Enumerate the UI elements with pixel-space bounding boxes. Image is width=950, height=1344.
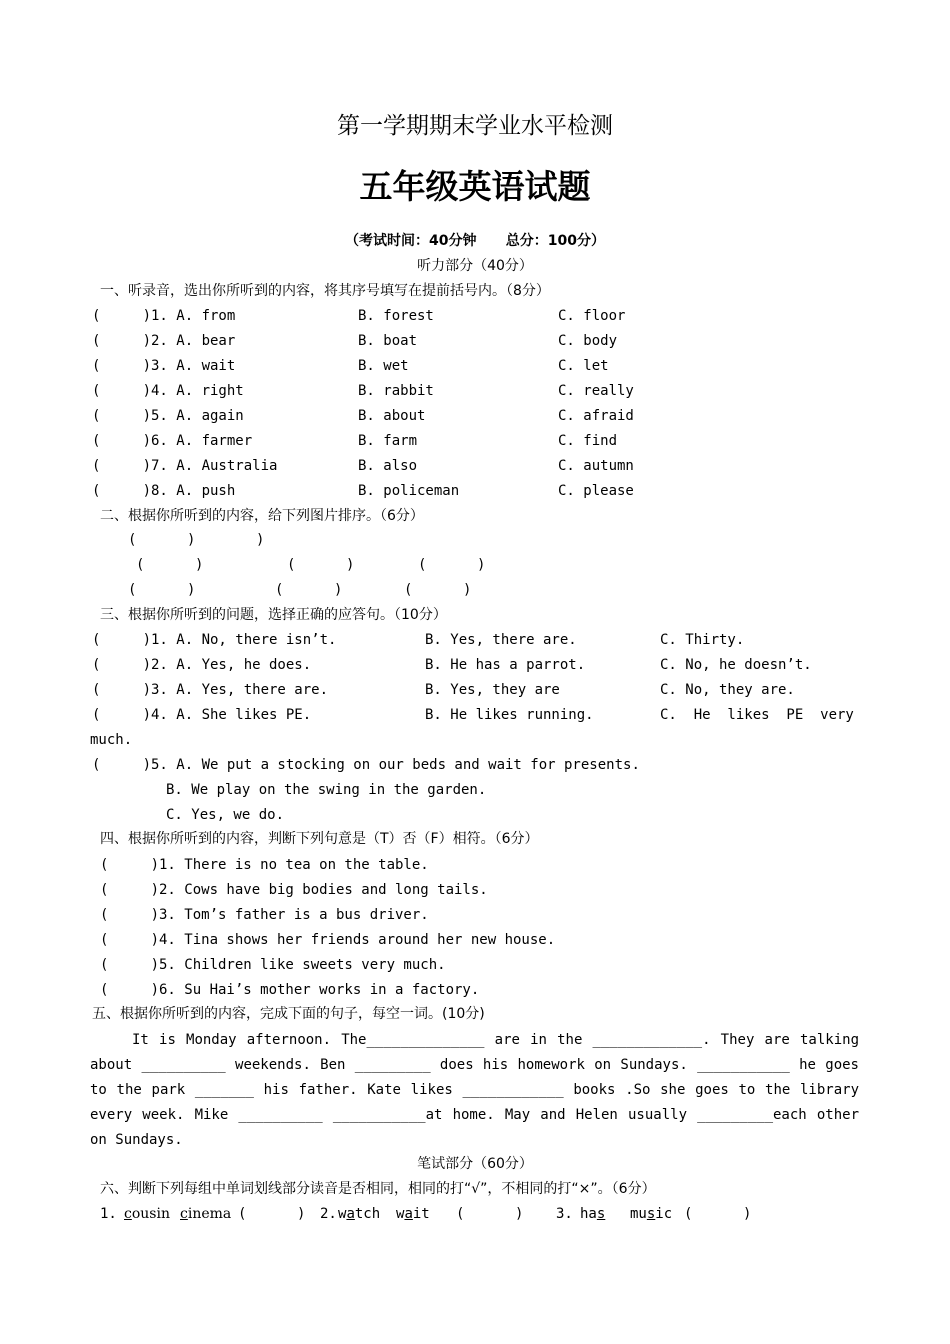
picture-order-bracket: ( ) xyxy=(418,557,486,573)
s1-item-b: B. boat xyxy=(358,333,418,349)
s3-item4-continuation: much. xyxy=(90,732,133,748)
q1-word-cousin: cousin xyxy=(124,1206,170,1222)
picture-order-bracket: ( ) xyxy=(128,532,196,548)
s3-item-a: ( )3. A. Yes, there are. xyxy=(92,682,329,698)
s1-item-c: C. find xyxy=(558,433,618,449)
picture-order-bracket: ( ) xyxy=(404,582,472,598)
s1-item-b: B. policeman xyxy=(358,483,460,499)
s4-item: ( )6. Su Hai’s mother works in a factory. xyxy=(100,982,480,998)
s4-item: ( )4. Tina shows her friends around her new house. xyxy=(100,932,556,948)
s1-item-a: ( )8. A. push xyxy=(92,483,236,499)
listening-part-heading: 听力部分（40分） xyxy=(417,258,533,274)
section2-heading: 二、根据你所听到的内容，给下列图片排序。（6分） xyxy=(100,508,424,524)
s3-item-a: ( )2. A. Yes, he does. xyxy=(92,657,312,673)
s3-item-b: B. Yes, they are xyxy=(425,682,560,698)
picture-order-bracket: ( ) xyxy=(275,582,343,598)
s1-item-a: ( )1. A. from xyxy=(92,308,236,324)
s3-item5-a: ( )5. A. We put a stocking on our beds and wait for presents. xyxy=(92,757,640,773)
picture-order-bracket: ( ) xyxy=(128,582,196,598)
s1-item-b: B. also xyxy=(358,458,418,474)
q3-answer-bracket: ( ) xyxy=(684,1206,752,1222)
s1-item-a: ( )3. A. wait xyxy=(92,358,236,374)
s3-item-b: B. He has a parrot. xyxy=(425,657,586,673)
picture-order-bracket: ( ) xyxy=(136,557,204,573)
q1-word-cinema: cinema xyxy=(180,1206,232,1222)
s1-item-c: C. floor xyxy=(558,308,626,324)
s1-item-a: ( )7. A. Australia xyxy=(92,458,278,474)
written-part-heading: 笔试部分（60分） xyxy=(417,1156,533,1172)
q2-word-wait: wait xyxy=(396,1206,430,1222)
s3-item-c: C. No, he doesn’t. xyxy=(660,657,812,673)
s3-item-b: B. Yes, there are. xyxy=(425,632,577,648)
s3-item5-c: C. Yes, we do. xyxy=(166,807,285,823)
section3-heading: 三、根据你所听到的问题，选择正确的应答句。（10分） xyxy=(100,607,447,623)
s4-item: ( )1. There is no tea on the table. xyxy=(100,857,429,873)
s1-item-c: C. really xyxy=(558,383,634,399)
q2-word-watch: watch xyxy=(338,1206,381,1222)
s1-item-b: B. farm xyxy=(358,433,418,449)
q2-answer-bracket: ( ) xyxy=(456,1206,524,1222)
q3-number: 3. xyxy=(556,1206,573,1222)
passage-line: to the park _______ his father. Kate likes ____________ books .So she goes to the library xyxy=(90,1082,859,1098)
picture-order-bracket: ) xyxy=(256,532,265,548)
s1-item-c: C. afraid xyxy=(558,408,634,424)
s3-item-a: ( )1. A. No, there isn’t. xyxy=(92,632,337,648)
s1-item-b: B. forest xyxy=(358,308,434,324)
s1-item-a: ( )4. A. right xyxy=(92,383,244,399)
s1-item-c: C. autumn xyxy=(558,458,634,474)
s3-item-c: C. He likes PE very xyxy=(660,707,854,723)
exam-info: （考试时间：40分钟 总分：100分） xyxy=(345,233,605,249)
s1-item-c: C. body xyxy=(558,333,618,349)
s1-item-b: B. rabbit xyxy=(358,383,434,399)
s1-item-b: B. wet xyxy=(358,358,409,374)
q3-word-has: has xyxy=(580,1206,606,1222)
section5-heading: 五、根据你所听到的内容，完成下面的句子，每空一词。(10分) xyxy=(92,1006,485,1022)
s4-item: ( )3. Tom’s father is a bus driver. xyxy=(100,907,429,923)
passage-line: every week. Mike __________ ___________at home. May and Helen usually _________each other xyxy=(90,1107,859,1123)
s1-item-a: ( )6. A. farmer xyxy=(92,433,253,449)
s3-item-b: B. He likes running. xyxy=(425,707,594,723)
s1-item-c: C. please xyxy=(558,483,634,499)
s3-item-c: C. Thirty. xyxy=(660,632,745,648)
q1-answer-bracket: ( ) xyxy=(238,1206,306,1222)
section4-heading: 四、根据你所听到的内容，判断下列句意是（T）否（F）相符。（6分） xyxy=(100,831,539,847)
s1-item-b: B. about xyxy=(358,408,426,424)
s3-item-a: ( )4. A. She likes PE. xyxy=(92,707,312,723)
s1-item-c: C. let xyxy=(558,358,609,374)
q1-number: 1. xyxy=(100,1206,117,1222)
s1-item-a: ( )5. A. again xyxy=(92,408,244,424)
picture-order-bracket: ( ) xyxy=(287,557,355,573)
s1-item-a: ( )2. A. bear xyxy=(92,333,236,349)
exam-subtitle: 第一学期期末学业水平检测 xyxy=(337,113,613,139)
section1-heading: 一、听录音，选出你所听到的内容，将其序号填写在提前括号内。（8分） xyxy=(100,283,550,299)
section6-heading: 六、判断下列每组中单词划线部分读音是否相同，相同的打“√”，不相同的打“×”。（6分） xyxy=(100,1181,656,1197)
q2-number: 2. xyxy=(320,1206,337,1222)
passage-line: It is Monday afternoon. The______________ are in the _____________. They are talking xyxy=(132,1032,859,1048)
s3-item5-b: B. We play on the swing in the garden. xyxy=(166,782,487,798)
exam-title: 五年级英语试题 xyxy=(359,167,591,206)
s4-item: ( )2. Cows have big bodies and long tails. xyxy=(100,882,488,898)
passage-line: about __________ weekends. Ben _________ does his homework on Sundays. ___________ he goes xyxy=(90,1057,859,1073)
passage-line: on Sundays. xyxy=(90,1132,183,1148)
q3-word-music: music xyxy=(630,1206,673,1222)
s4-item: ( )5. Children like sweets very much. xyxy=(100,957,446,973)
s3-item-c: C. No, they are. xyxy=(660,682,795,698)
